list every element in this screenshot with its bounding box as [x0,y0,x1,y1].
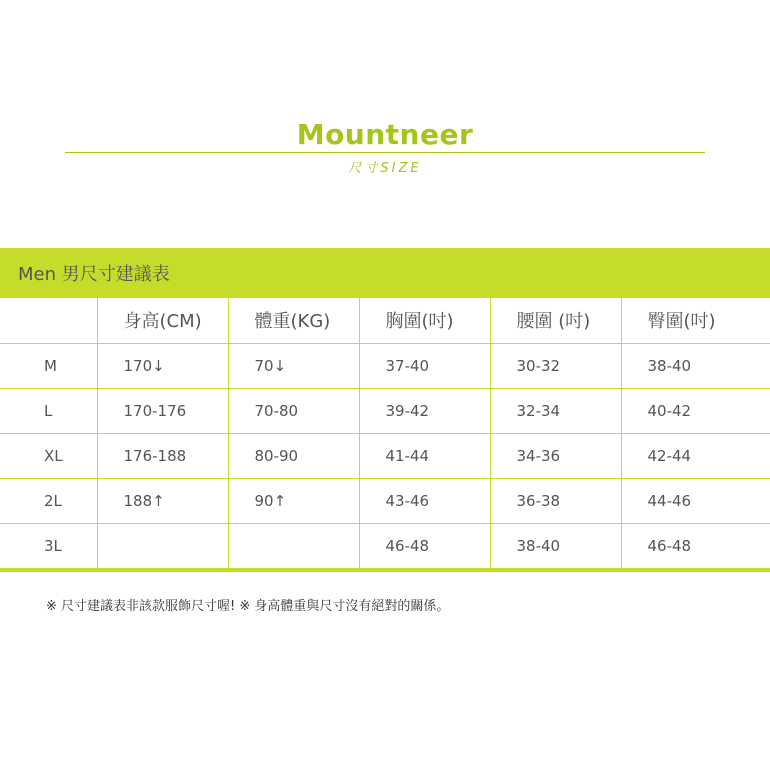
table-row [0,388,770,433]
header-hip: 臀圍(吋) [621,298,770,343]
table-bottom-rule [0,569,770,572]
header-row [0,298,770,343]
table-row [0,343,770,388]
header-weight: 體重(KG) [228,298,359,343]
hip-cell: 38-40 [621,343,770,388]
size-chart-title: Men 男尺寸建議表 [0,248,770,298]
size-subtitle: 尺寸SIZE [348,161,422,176]
height-cell: 176-188 [97,433,228,478]
weight-cell: 70↓ [228,343,359,388]
waist-cell: 36-38 [490,478,621,523]
weight-cell: 90↑ [228,478,359,523]
header-size [0,298,97,343]
brand-header [0,118,770,152]
hip-cell: 42-44 [621,433,770,478]
size-cell: L [0,388,97,433]
weight-cell: 80-90 [228,433,359,478]
header-height: 身高(CM) [97,298,228,343]
table-row [0,478,770,523]
chest-cell: 39-42 [359,388,490,433]
chest-cell: 41-44 [359,433,490,478]
height-cell: 170↓ [97,343,228,388]
height-cell [97,523,228,568]
weight-cell [228,523,359,568]
hip-cell: 46-48 [621,523,770,568]
header-chest: 胸圍(吋) [359,298,490,343]
size-cell: 2L [0,478,97,523]
table-row [0,433,770,478]
height-cell: 188↑ [97,478,228,523]
chest-cell: 43-46 [359,478,490,523]
weight-cell: 70-80 [228,388,359,433]
table-row [0,523,770,568]
size-cell: M [0,343,97,388]
height-cell: 170-176 [97,388,228,433]
waist-cell: 32-34 [490,388,621,433]
size-table [0,298,770,569]
brand-divider [65,152,705,153]
size-cell: XL [0,433,97,478]
size-cell: 3L [0,523,97,568]
disclaimer-note: ※ 尺寸建議表非該款服飾尺寸喔! ※ 身高體重與尺寸沒有絕對的關係。 [46,599,450,614]
header-waist: 腰圍 (吋) [490,298,621,343]
size-chart [0,248,770,572]
waist-cell: 30-32 [490,343,621,388]
hip-cell: 44-46 [621,478,770,523]
waist-cell: 38-40 [490,523,621,568]
chest-cell: 46-48 [359,523,490,568]
chest-cell: 37-40 [359,343,490,388]
hip-cell: 40-42 [621,388,770,433]
waist-cell: 34-36 [490,433,621,478]
brand-logo: Mountneer [296,118,474,151]
